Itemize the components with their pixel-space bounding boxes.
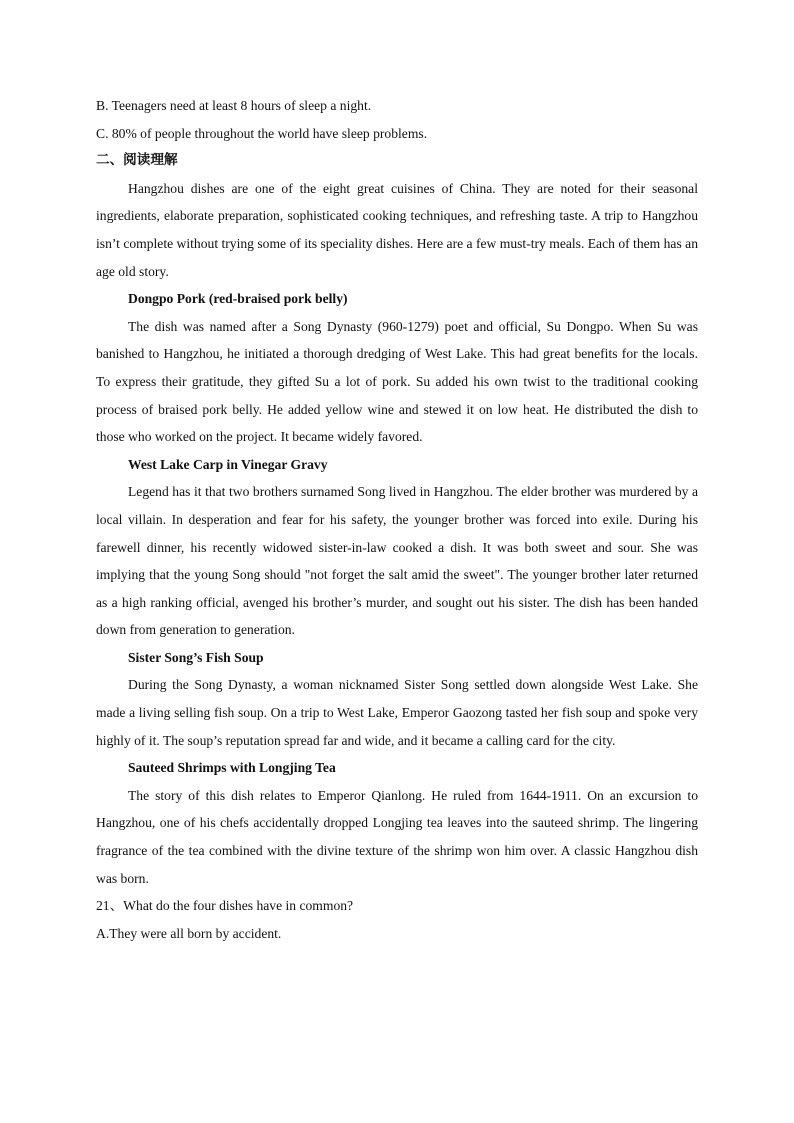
intro-paragraph: Hangzhou dishes are one of the eight great cuisines of China. They are noted for their seasonal ingredients, elaborate preparation, sophisticated cooking techniques, and refreshing taste. A trip to Hangzhou isn’t complete without trying some of its speciality dishes. Here are a few must-try meals. Each of them has an age old story.: [96, 180, 698, 279]
dish-text-dongpo-pork: The dish was named after a Song Dynasty (960-1279) poet and official, Su Dongpo. When Su was banished to Hangzhou, he initiated a thorough dredging of West Lake. This had great benefits for the locals. To express their gratitude, they gifted Su a lot of pork. Su added his own twist to the traditional cooking process of braised pork belly. He added yellow wine and stewed it on low heat. He distributed the dish to those who worked on the project. It became widely favored.: [96, 318, 698, 445]
document-page: [96, 92, 698, 947]
dish-text-west-lake-carp: Legend has it that two brothers surnamed Song lived in Hangzhou. The elder brother was murdered by a local villain. In desperation and fear for his safety, the younger brother was forced into exile. During his farewell dinner, his recently widowed sister-in-law cooked a dish. It was both sweet and sour. She was implying that the young Song should "not forget the salt amid the sweet". The younger brother later returned as a high ranking official, avenged his brother’s murder, and sought out his sister. The dish has been handed down from generation to generation.: [96, 484, 698, 638]
dish-text-longjing-shrimps: The story of this dish relates to Emperor Qianlong. He ruled from 1644-1911. On an excursion to Hangzhou, one of his chefs accidentally dropped Longjing tea leaves into the sauteed shrimp. The lingering fragrance of the tea combined with the divine texture of the shrimp won him over. A classic Hangzhou dish was born.: [96, 787, 698, 886]
dish-title-dongpo-pork: Dongpo Pork (red-braised pork belly): [128, 291, 348, 307]
option-c: C. 80% of people throughout the world have sleep problems.: [96, 125, 428, 141]
dish-text-fish-soup: During the Song Dynasty, a woman nicknamed Sister Song settled down alongside West Lake. She made a living selling fish soup. On a trip to West Lake, Emperor Gaozong tasted her fish soup and spoke very highly of it. The soup’s reputation spread far and wide, and it became a calling card for the city.: [96, 677, 698, 748]
question-21: 21、What do the four dishes have in common?: [96, 898, 354, 914]
dish-title-west-lake-carp: West Lake Carp in Vinegar Gravy: [128, 456, 328, 472]
dish-title-longjing-shrimps: Sauteed Shrimps with Longjing Tea: [128, 760, 336, 776]
dish-title-fish-soup: Sister Song’s Fish Soup: [128, 649, 264, 665]
option-a: A.They were all born by accident.: [96, 925, 282, 941]
section-title: 二、阅读理解: [96, 152, 178, 169]
option-b: B. Teenagers need at least 8 hours of sleep a night.: [96, 98, 372, 113]
